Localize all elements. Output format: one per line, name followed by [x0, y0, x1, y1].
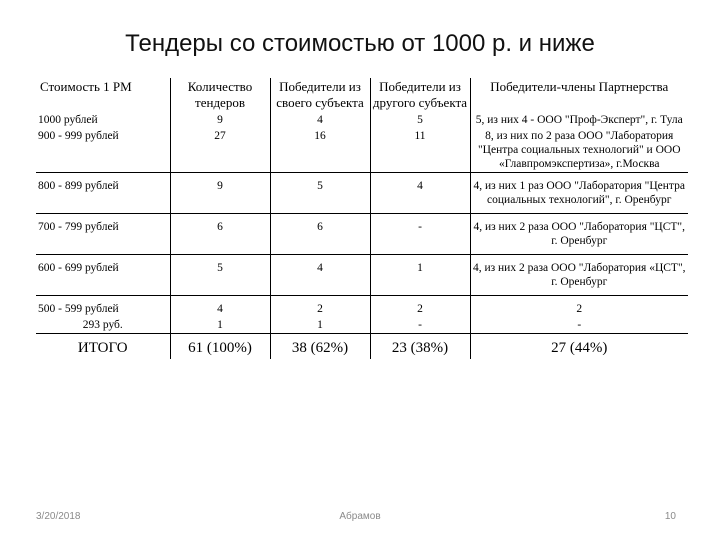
cell-own: 1 — [270, 317, 370, 334]
table-row — [36, 255, 688, 296]
cell-members: - — [577, 319, 582, 331]
total-count: 61 (100%) — [170, 334, 270, 360]
header-members: Победители-члены Партнерства — [490, 79, 669, 94]
table-row — [36, 317, 688, 334]
cell-count: 9 — [170, 112, 270, 128]
total-label: ИТОГО — [36, 334, 170, 360]
cell-other: 5 — [370, 112, 470, 128]
total-members: 27 (44%) — [470, 334, 688, 360]
cell-own: 16 — [270, 128, 370, 173]
cell-members: 8, из них по 2 раза ООО "Лаборатория "Центра социальных технологий" и ООО «Главпромэкспертиза», г.Москва — [477, 130, 681, 170]
cell-other: 1 — [370, 255, 470, 296]
table-row — [36, 128, 688, 173]
total-row — [36, 334, 688, 360]
footer-date: 3/20/2018 — [36, 511, 81, 522]
cell-count: 27 — [170, 128, 270, 173]
cell-count: 5 — [170, 255, 270, 296]
cell-cost: 900 - 999 рублей — [36, 128, 170, 173]
cell-other: - — [370, 214, 470, 255]
cell-cost: 700 - 799 рублей — [36, 214, 170, 255]
cell-members: 4, из них 1 раз ООО "Лаборатория "Центра социальных технологий", г. Оренбург — [470, 173, 688, 214]
cell-members: 4, из них 2 раза ООО "Лаборатория «ЦСТ", г. Оренбург — [470, 255, 688, 296]
cell-count: 9 — [170, 173, 270, 214]
cell-cost: 500 - 599 рублей — [36, 296, 170, 318]
header-other-region: Победители из другого субъекта — [370, 78, 470, 112]
cell-members: 5, из них 4 - ООО "Проф-Эксперт", г. Тула — [475, 114, 683, 126]
cell-count: 4 — [170, 296, 270, 318]
cell-other: 11 — [370, 128, 470, 173]
header-own-region: Победители из своего субъекта — [270, 78, 370, 112]
cell-own: 4 — [270, 255, 370, 296]
cell-cost: 293 руб. — [36, 317, 170, 334]
footer-author: Абрамов — [339, 511, 381, 522]
total-other: 23 (38%) — [370, 334, 470, 360]
total-own: 38 (62%) — [270, 334, 370, 360]
cell-other: 4 — [370, 173, 470, 214]
tenders-table — [36, 78, 688, 359]
cell-own: 5 — [270, 173, 370, 214]
cell-own: 4 — [270, 112, 370, 128]
header-count: Количество тендеров — [170, 78, 270, 112]
cell-other: - — [370, 317, 470, 334]
cell-own: 2 — [270, 296, 370, 318]
cell-members: 4, из них 2 раза ООО "Лаборатория "ЦСТ", г. Оренбург — [470, 214, 688, 255]
table-header-row — [36, 78, 688, 112]
table-row — [36, 296, 688, 318]
header-cost: Стоимость 1 РМ — [36, 78, 170, 112]
cell-own: 6 — [270, 214, 370, 255]
cell-cost: 600 - 699 рублей — [36, 255, 170, 296]
cell-other: 2 — [370, 296, 470, 318]
table-row — [36, 112, 688, 128]
cell-members: 2 — [470, 296, 688, 318]
cell-cost: 1000 рублей — [36, 112, 170, 128]
table-row — [36, 214, 688, 255]
cell-cost: 800 - 899 рублей — [36, 173, 170, 214]
cell-count: 6 — [170, 214, 270, 255]
cell-count: 1 — [170, 317, 270, 334]
page-title: Тендеры со стоимостью от 1000 р. и ниже — [125, 30, 595, 57]
table-row — [36, 173, 688, 214]
footer-page-number: 10 — [664, 511, 676, 522]
